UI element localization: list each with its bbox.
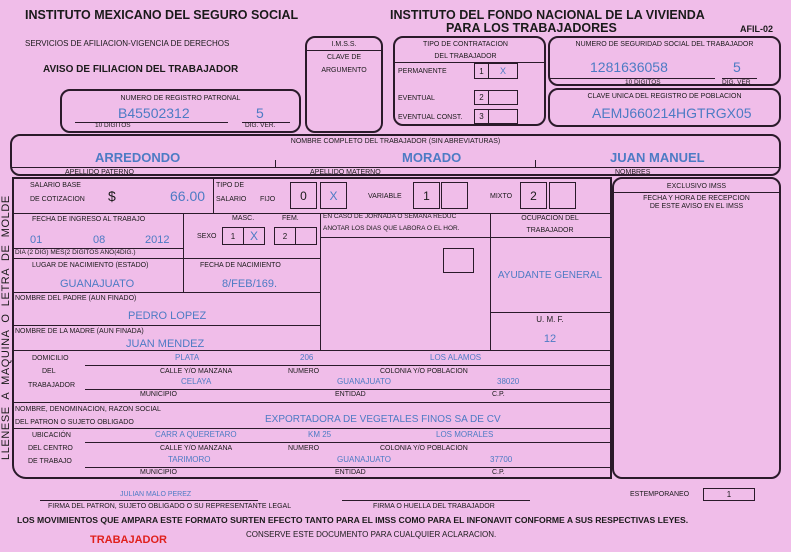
divider (12, 428, 610, 429)
salario-label-2: DE COTIZACION (30, 196, 85, 203)
nombres-label: NOMBRES (615, 169, 651, 176)
eventual-checkbox[interactable] (488, 90, 518, 105)
variable-checkbox[interactable] (441, 182, 468, 209)
municipio-label: MUNICIPIO (140, 469, 177, 476)
ubicacion-colonia[interactable]: LOS MORALES (436, 430, 494, 439)
clave-label: CLAVE DE (326, 54, 362, 61)
permanente-num: 1 (474, 63, 489, 79)
cp-label: C.P. (492, 391, 505, 398)
domicilio-calle[interactable]: PLATA (175, 353, 200, 362)
entidad-label: ENTIDAD (335, 391, 366, 398)
nss-label: NUMERO DE SEGURIDAD SOCIAL DEL TRABAJADOR (575, 41, 754, 48)
domicilio-label-2: DEL (42, 368, 56, 375)
fecha-nacimiento-label: FECHA DE NACIMIENTO (200, 262, 281, 269)
divider (85, 442, 610, 443)
eventual-num: 2 (474, 90, 489, 105)
colonia-label: COLONIA Y/O POBLACION (380, 445, 468, 452)
masc-num: 1 (222, 227, 244, 245)
exclusivo-label: EXCLUSIVO IMSS (666, 183, 727, 190)
imss-title: INSTITUTO MEXICANO DEL SEGURO SOCIAL (25, 8, 299, 22)
variable-num: 1 (413, 182, 440, 209)
lugar-nacimiento-value[interactable]: GUANAJUATO (60, 278, 135, 290)
nss-value[interactable]: 1281636058 (590, 59, 668, 75)
apellido-materno-label: APELLIDO MATERNO (310, 169, 381, 176)
signature-line (342, 500, 530, 501)
firma-patron-label: FIRMA DEL PATRON, SUJETO OBLIGADO O SU REPRESENTANTE LEGAL (48, 503, 292, 510)
estemporaneo-value[interactable]: 1 (703, 488, 755, 501)
fem-label: FEM. (282, 215, 299, 222)
fijo-label: FIJO (260, 196, 276, 203)
conserve-text: CONSERVE ESTE DOCUMENTO PARA CUALQUIER ACLARACION. (246, 530, 497, 539)
patron-signature-name[interactable]: JULIAN MALO PEREZ (120, 491, 192, 498)
ubicacion-entidad[interactable]: GUANAJUATO (337, 455, 391, 464)
tipo-salario-label-2: SALARIO (216, 196, 247, 203)
calle-label: CALLE Y/O MANZANA (160, 368, 233, 375)
lugar-nacimiento-label: LUGAR DE NACIMIENTO (ESTADO) (32, 262, 149, 269)
divider (12, 350, 610, 351)
divider (320, 213, 321, 350)
umf-value[interactable]: 12 (543, 333, 557, 345)
divider (12, 402, 610, 403)
divider (85, 365, 610, 366)
ocupacion-label-2: TRABAJADOR (526, 227, 574, 234)
ocupacion-label: OCUPACION DEL (521, 215, 579, 222)
infonavit-title-2: PARA LOS TRABAJADORES (446, 21, 617, 35)
copy-label: TRABAJADOR (90, 534, 167, 546)
ubicacion-calle[interactable]: CARR A QUERETARO (155, 430, 237, 439)
divider (320, 237, 610, 238)
divider (307, 50, 381, 51)
ingreso-sublabel: DIA (2 DIG) MES(2 DIGITOS AÑO(4DIG.) (15, 249, 136, 256)
eventual-const-label: EVENTUAL CONST. (398, 114, 463, 121)
apellido-paterno-label: APELLIDO PATERNO (65, 169, 134, 176)
apellido-materno-value[interactable]: MORADO (402, 150, 462, 165)
divider (395, 62, 545, 63)
madre-value[interactable]: JUAN MENDEZ (126, 338, 205, 350)
salario-label: SALARIO BASE (30, 182, 81, 189)
llenese-side-text: LLENESE A MAQUINA O LETRA DE MOLDE (0, 195, 12, 461)
nombre-label: NOMBRE COMPLETO DEL TRABAJADOR (SIN ABREVIATURAS) (290, 138, 501, 145)
divider (85, 389, 610, 390)
fijo-checkbox[interactable]: X (320, 182, 347, 209)
infonavit-title: INSTITUTO DEL FONDO NACIONAL DE LA VIVIENDA (390, 8, 705, 22)
fecha-nacimiento-value[interactable]: 8/FEB/169. (222, 278, 278, 290)
fecha-recepcion-label: FECHA Y HORA DE RECEPCION (643, 195, 750, 202)
registro-patronal-dig[interactable]: 5 (256, 105, 264, 121)
jornada-label: EN CASO DE JORNADA O SEMANA REDUC (323, 213, 457, 220)
contratacion-box (393, 36, 546, 126)
dig-ver-label: DIG. VER. (245, 122, 276, 129)
domicilio-label: DOMICILIO (32, 355, 69, 362)
divider (12, 167, 779, 168)
ubicacion-label-3: DE TRABAJO (28, 458, 72, 465)
fem-checkbox[interactable] (295, 227, 317, 245)
nss-dig-ver-label: DIG. VER (722, 79, 751, 86)
tipo-salario-label: TIPO DE (216, 182, 245, 189)
ingreso-label: FECHA DE INGRESO AL TRABAJO (32, 216, 146, 223)
ingreso-mes[interactable]: 08 (93, 234, 106, 246)
curp-label: CLAVE UNICA DEL REGISTRO DE POBLACION (587, 93, 742, 100)
ubicacion-numero[interactable]: KM 25 (308, 430, 332, 439)
umf-label: U. M. F. (536, 315, 564, 324)
numero-label: NUMERO (288, 368, 320, 375)
eventual-label: EVENTUAL (398, 95, 435, 102)
masc-label: MASC. (232, 215, 255, 222)
eventual-const-checkbox[interactable] (488, 109, 518, 124)
imss-label: I.M.S.S. (331, 41, 357, 48)
registro-patronal-value[interactable]: B45502312 (118, 105, 190, 121)
mixto-num: 2 (520, 182, 547, 209)
cp-label: C.P. (492, 469, 505, 476)
masc-checkbox[interactable]: X (243, 227, 265, 245)
jornada-label-2: ANOTAR LOS DIAS QUE LABORA O EL HOR. (323, 225, 460, 232)
permanente-label: PERMANENTE (398, 68, 447, 75)
ocupacion-value[interactable]: AYUDANTE GENERAL (497, 270, 603, 281)
divider (12, 325, 320, 326)
digits-label: 10 DIGITOS (95, 122, 131, 129)
ubicacion-municipio[interactable]: TARIMORO (168, 455, 211, 464)
patron-value[interactable]: EXPORTADORA DE VEGETALES FINOS SA DE CV (265, 414, 501, 425)
ubicacion-label-2: DEL CENTRO (28, 445, 73, 452)
aviso-title: AVISO DE FILIACION DEL TRABAJADOR (43, 64, 239, 75)
domicilio-numero[interactable]: 206 (300, 353, 314, 362)
estemporaneo-label: ESTEMPORANEO (630, 491, 690, 498)
ingreso-dia[interactable]: 01 (30, 234, 43, 246)
sexo-label: SEXO (197, 233, 217, 240)
mixto-checkbox[interactable] (549, 182, 576, 209)
apellido-paterno-value[interactable]: ARREDONDO (95, 150, 181, 165)
jornada-input[interactable] (443, 248, 474, 273)
domicilio-label-3: TRABAJADOR (28, 382, 76, 389)
exclusivo-imss-box (612, 177, 781, 479)
ubicacion-label: UBICACIÓN (32, 432, 71, 439)
form-code: AFIL-02 (740, 24, 774, 34)
domicilio-colonia[interactable]: LOS ALAMOS (430, 353, 482, 362)
divider (12, 292, 320, 293)
fecha-recepcion-label-2: DE ESTE AVISO EN EL IMSS (649, 203, 744, 210)
fem-num: 2 (274, 227, 296, 245)
tick (275, 160, 276, 167)
curp-value[interactable]: AEMJ660214HGTRGX05 (592, 105, 752, 121)
signature-line (40, 500, 258, 501)
firma-trabajador-label: FIRMA O HUELLA DEL TRABAJADOR (373, 503, 495, 510)
divider (213, 178, 214, 213)
divider (614, 192, 779, 193)
ubicacion-cp[interactable]: 37700 (490, 455, 513, 464)
divider (12, 258, 320, 259)
eventual-const-num: 3 (474, 109, 489, 124)
permanente-checkbox[interactable]: X (488, 63, 518, 79)
divider (85, 467, 610, 468)
domicilio-cp[interactable]: 38020 (497, 377, 520, 386)
domicilio-municipio[interactable]: CELAYA (181, 377, 212, 386)
tick (535, 160, 536, 167)
mixto-label: MIXTO (490, 193, 513, 200)
municipio-label: MUNICIPIO (140, 391, 177, 398)
divider (183, 213, 184, 292)
nombres-value[interactable]: JUAN MANUEL (610, 150, 705, 165)
movimientos-text: LOS MOVIMIENTOS QUE AMPARA ESTE FORMATO SURTEN EFECTO TANTO PARA EL IMSS COMO PARA EL INFONAVIT CONFORME A SUS RESPECTIVAS LEYES. (17, 515, 689, 525)
salario-value[interactable]: 66.00 (170, 188, 206, 204)
calle-label: CALLE Y/O MANZANA (160, 445, 233, 452)
divider (12, 213, 610, 214)
nss-digits-label: 10 DIGITOS (625, 79, 661, 86)
madre-label: NOMBRE DE LA MADRE (AUN FINADA) (15, 328, 144, 335)
padre-label: NOMBRE DEL PADRE (AUN FINADO) (15, 295, 137, 302)
fijo-num: 0 (290, 182, 317, 209)
numero-label: NUMERO (288, 445, 320, 452)
ingreso-anio[interactable]: 2012 (145, 234, 170, 246)
contratacion-label-2: DEL TRABAJADOR (434, 53, 497, 60)
servicios-text: SERVICIOS DE AFILIACION-VIGENCIA DE DERECHOS (25, 39, 230, 48)
nss-dig[interactable]: 5 (733, 59, 741, 75)
colonia-label: COLONIA Y/O POBLACION (380, 368, 468, 375)
argumento-label: ARGUMENTO (321, 67, 367, 74)
variable-label: VARIABLE (368, 193, 402, 200)
contratacion-label: TIPO DE CONTRATACION (423, 41, 508, 48)
patron-label: NOMBRE, DENOMINACION, RAZON SOCIAL (15, 406, 161, 413)
currency-symbol: $ (108, 188, 116, 204)
divider (490, 312, 610, 313)
patron-label-2: DEL PATRON O SUJETO OBLIGADO (15, 419, 134, 426)
padre-value[interactable]: PEDRO LOPEZ (128, 310, 207, 322)
registro-patronal-label: NUMERO DE REGISTRO PATRONAL (120, 95, 241, 102)
entidad-label: ENTIDAD (335, 469, 366, 476)
domicilio-entidad[interactable]: GUANAJUATO (337, 377, 391, 386)
